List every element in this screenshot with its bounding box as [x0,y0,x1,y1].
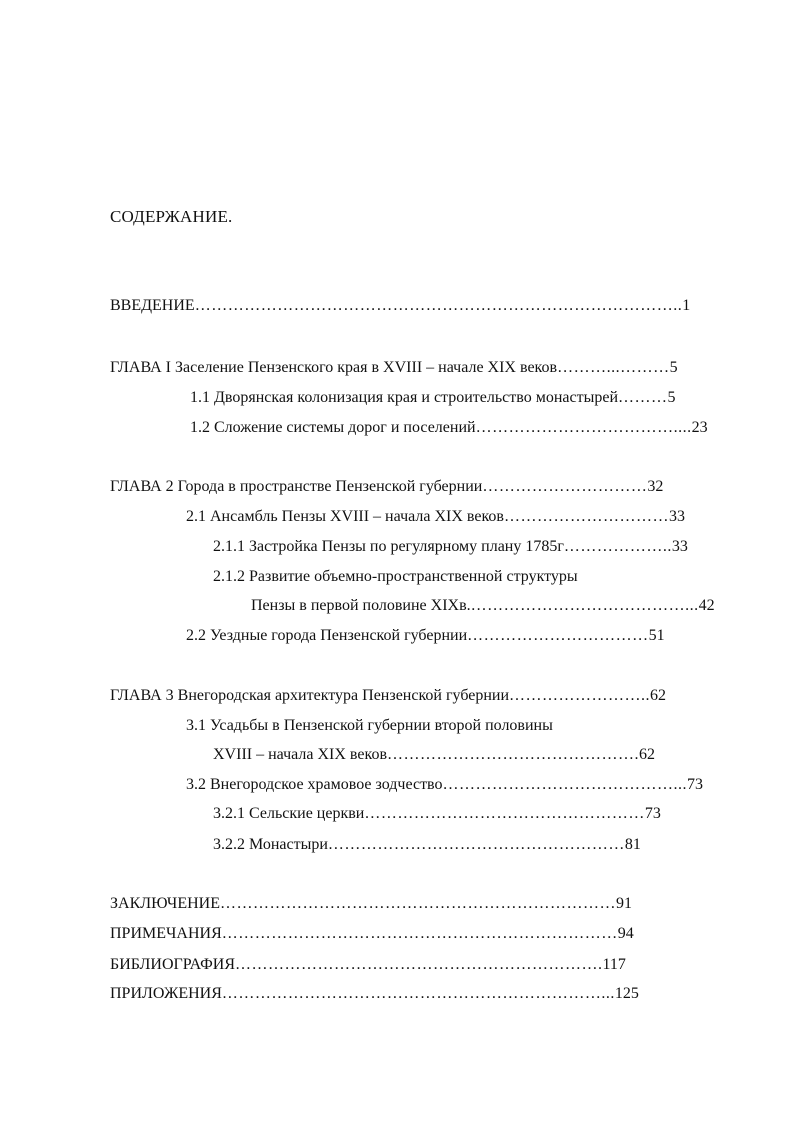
toc-page-number: 5 [667,389,676,406]
toc-entry-label: ГЛАВА 3 Внегородская архитектура Пензенской губернии [110,687,510,704]
toc-leader-dots: ……… [618,389,668,406]
toc-entry-chapter-1 [110,358,722,378]
toc-page-number: 62 [650,687,667,704]
toc-entry-label: 2.1 Ансамбль Пензы XVIII – начала XIX веков [186,508,504,525]
toc-leader-dots: ……………………………………………………………… [219,895,616,912]
toc-leader-dots: ……………………………….... [475,419,692,436]
toc-leader-dots: ……………………………………... [442,776,687,793]
toc-entry-subsection-2-1-2 [213,567,722,587]
toc-leader-dots: …………………….. [509,687,651,704]
toc-page-number: 73 [644,805,661,822]
toc-leader-dots: …………………………………………………………………………….. [194,297,683,314]
toc-leader-dots: …………………………………………… [364,805,645,822]
toc-entry-section-2-1 [186,507,722,527]
toc-page-number: 1 [682,297,691,314]
toc-entry-subsection-2-1-2-cont [251,596,722,616]
toc-page-number: 81 [624,836,641,853]
toc-entry-notes [110,924,722,944]
toc-leader-dots: ………………………… [503,508,669,525]
toc-leader-dots: …………………………………………………………. [235,956,603,973]
toc-leader-dots: …………………………………... [470,597,699,614]
toc-entry-label: 3.2.1 Сельские церкви [213,805,365,822]
toc-entry-label: ЗАКЛЮЧЕНИЕ [110,895,220,912]
toc-entry-label: Пензы в первой половине XIXв. [251,597,471,614]
toc-entry-label: БИБЛИОГРАФИЯ [110,956,236,973]
toc-entry-label: ПРИМЕЧАНИЯ [110,925,222,942]
toc-entry-label: ПРИЛОЖЕНИЯ [110,985,222,1002]
page-title: СОДЕРЖАНИЕ. [110,207,233,226]
toc-page-number: 94 [617,925,634,942]
toc-page-number: 117 [602,956,626,973]
toc-leader-dots: ………………………………………. [387,746,640,763]
toc-entry-label: 3.1 Усадьбы в Пензенской губернии второй половины [186,717,553,734]
toc-entry-subsection-2-1-1 [213,537,722,557]
toc-entry-label: 3.2 Внегородское храмовое зодчество [186,776,443,793]
toc-page-number: 73 [687,776,703,793]
toc-entry-label: ГЛАВА 2 Города в пространстве Пензенской губернии [110,478,483,495]
toc-leader-dots: ………...……… [557,359,670,376]
toc-entry-label: 3.2.2 Монастыри [213,836,328,853]
toc-leader-dots: ………………………… [482,478,648,495]
toc-leader-dots: ……………….. [563,538,672,555]
toc-entry-section-2-2 [186,626,722,646]
toc-entry-appendices [110,984,722,1004]
toc-page-number: 23 [691,419,708,436]
toc-page-number: 5 [669,359,678,376]
toc-page-number: 125 [614,985,639,1002]
toc-page-number: 33 [671,538,688,555]
toc-leader-dots: ……………………………………………… [327,836,625,853]
toc-entry-subsection-3-2-2 [213,835,722,855]
toc-entry-introduction [110,296,722,316]
toc-entry-label: 1.2 Сложение системы дорог и поселений [190,419,476,436]
toc-entry-label: ГЛАВА I Заселение Пензенского края в XVIII – начале XIX веков [110,359,558,376]
toc-page-number: 62 [639,746,656,763]
toc-page-number: 42 [698,597,715,614]
toc-entry-section-3-2 [186,775,722,795]
toc-entry-label: XVIII – начала XIX веков [213,746,388,763]
toc-entry-label: 2.1.2 Развитие объемно-пространственной структуры [213,568,578,585]
toc-leader-dots: …………………………… [467,627,649,644]
toc-entry-label: 2.2 Уездные города Пензенской губернии [186,627,468,644]
toc-page-number: 51 [648,627,665,644]
toc-entry-label: ВВЕДЕНИЕ [110,297,195,314]
toc-entry-chapter-3 [110,686,722,706]
toc-entry-label: 2.1.1 Застройка Пензы по регулярному плану 1785г [213,538,564,555]
toc-entry-section-1-2 [190,418,722,438]
toc-entry-section-3-1 [186,716,722,736]
toc-page-number: 33 [668,508,685,525]
toc-leader-dots: ……………………………………………………………… [221,925,618,942]
toc-entry-chapter-2 [110,477,722,497]
toc-entry-label: 1.1 Дворянская колонизация края и строительство монастырей [190,389,618,406]
toc-leader-dots: ……………………………………………………………... [221,985,615,1002]
toc-entry-bibliography [110,955,722,975]
toc-page-number: 32 [647,478,664,495]
toc-entry-section-3-1-cont [213,745,722,765]
toc-entry-subsection-3-2-1 [213,804,722,824]
toc-entry-section-1-1 [190,388,722,408]
toc-page-number: 91 [615,895,632,912]
toc-entry-conclusion [110,894,722,914]
